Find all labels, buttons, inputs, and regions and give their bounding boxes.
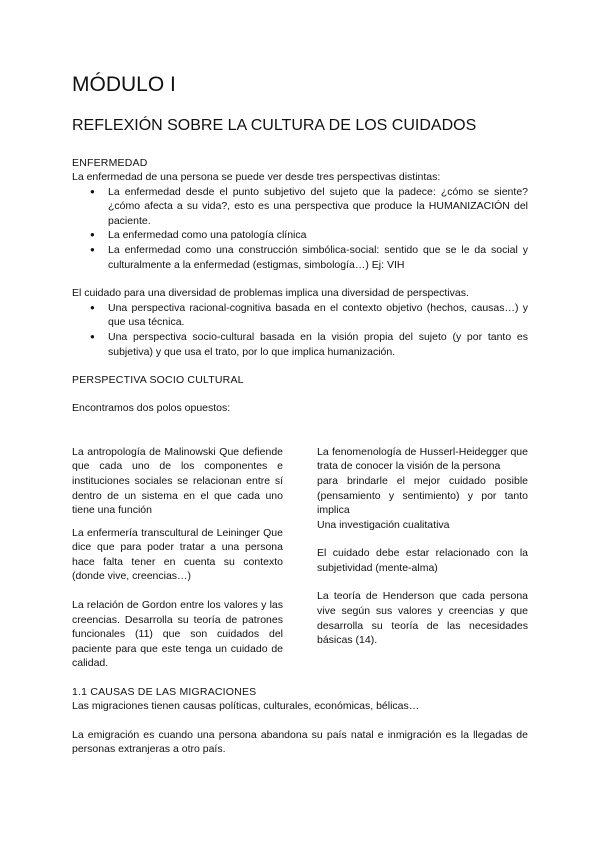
right-paragraph: Una investigación cualitativa <box>317 518 450 531</box>
migraciones-heading: 1.1 CAUSAS DE LAS MIGRACIONES <box>72 686 257 699</box>
right-column <box>317 445 528 671</box>
left-paragraph: La relación de Gordon entre los valores y las creencias. Desarrolla su teoría de patrones funcionales (11) que son cuidados del paciente para que este tenga un cuidado de calidad. <box>72 599 283 670</box>
right-paragraph: La fenomenología de Husserl-Heidegger que trata de conocer la visión de la persona <box>317 445 528 473</box>
enfermedad-heading: ENFERMEDAD <box>72 157 148 169</box>
perspectiva-intro: Encontramos dos polos opuestos: <box>72 402 231 415</box>
list-item: ● Una perspectiva socio-cultural basada en la visión propia del sujeto (y por tanto es subjetiva) y que usa el trato, por lo que implica humanización. <box>108 330 528 359</box>
right-paragraph: El cuidado debe estar relacionado con la subjetividad (mente-alma) <box>317 547 528 574</box>
list-item: ● La enfermedad como una patología clínica <box>108 228 528 243</box>
list-item: ● La enfermedad desde el punto subjetivo del sujeto que la padece: ¿cómo se siente?¿cómo afecta a su vida?, esto es una perspectiva que produce la HUMANIZACIÓN del paciente. <box>108 185 528 229</box>
migraciones-line2: La emigración es cuando una persona abandona su país natal e inmigración es la llegadas de personas extranjeras a otro país. <box>72 728 528 756</box>
list-item: ● La enfermedad como una construcción simbólica-social: sentido que se le da social y culturalmente a la enfermedad (estigmas, simbología…) Ej: VIH <box>108 243 528 272</box>
cuidado-list <box>72 301 528 359</box>
cuidado-intro: El cuidado para una diversidad de problemas implica una diversidad de perspectivas. <box>72 287 469 300</box>
document-page <box>72 72 528 757</box>
left-paragraph: La enfermería transcultural de Leininger Que dice que para poder tratar a una persona hace falta tener en cuenta su contexto (donde vive, creencias…) <box>72 526 283 583</box>
module-subtitle: REFLEXIÓN SOBRE LA CULTURA DE LOS CUIDADOS <box>72 117 477 134</box>
left-paragraph: La antropología de Malinowski Que defiende que cada uno de los componentes e instituciones sociales se relacionan entre sí dentro de un sistema en el que cada uno tiene una función <box>72 445 283 517</box>
perspectiva-table <box>72 445 528 671</box>
right-paragraph: para brindarle el mejor cuidado posible (pensamiento y sentimiento) y por tanto implica <box>317 474 528 517</box>
enfermedad-list <box>72 185 528 273</box>
list-item: ● Una perspectiva racional-cognitiva basada en el contexto objetivo (hechos, causas…) y que usa técnica. <box>108 301 528 330</box>
module-title: MÓDULO I <box>72 73 176 96</box>
right-paragraph: La teoría de Henderson que cada persona vive según sus valores y creencias y que desarrolla su teoría de las necesidades básicas (14). <box>317 590 528 647</box>
enfermedad-intro: La enfermedad de una persona se puede ver desde tres perspectivas distintas: <box>72 171 441 183</box>
left-column <box>72 445 283 671</box>
migraciones-line1: Las migraciones tienen causas políticas, culturales, económicas, bélicas… <box>72 700 420 713</box>
perspectiva-heading: PERSPECTIVA SOCIO CULTURAL <box>72 374 244 387</box>
